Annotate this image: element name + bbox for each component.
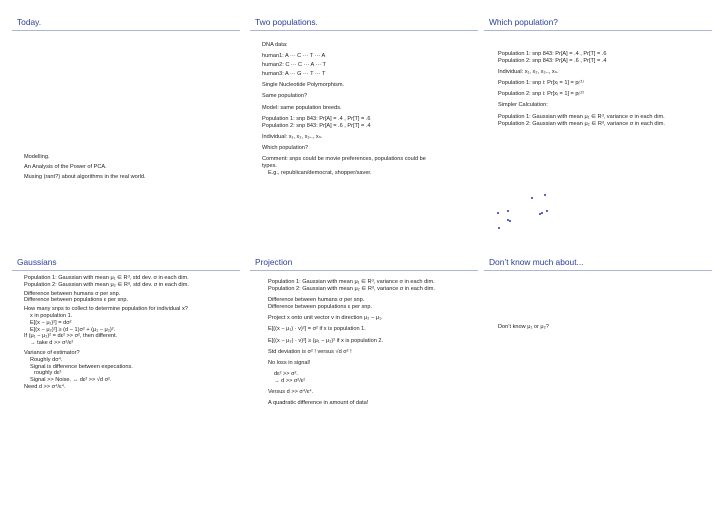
slide-title: Projection	[255, 257, 293, 267]
text-line: An Analysis of the Power of PCA.	[24, 164, 107, 171]
slide-which-population	[484, 14, 712, 250]
text-line: human1: A ··· C ··· T ··· A	[262, 53, 326, 60]
scatter-dot	[546, 210, 548, 212]
text-line: Population 1: Gaussian with mean μ₁ ∈ Rᵈ, variance σ in each dim.	[498, 113, 665, 120]
slide-title: Today.	[17, 17, 42, 27]
text-line: E[(x − μ₂)²] ≥ (d − 1)σ² + (μ₁ − μ₂)².	[30, 326, 116, 333]
slide-body	[24, 154, 236, 181]
text-line: Population 1: snp i: Pr[xᵢ = 1] = pᵢ⁽¹⁾	[498, 80, 584, 87]
text-line: A quadratic difference in amount of data!	[268, 400, 369, 407]
text-line: Single Nucleotide Polymorphism.	[262, 82, 345, 89]
text-line: x in population 1.	[30, 312, 73, 319]
text-line: Comment: snps could be movie preferences, populations could be	[262, 156, 426, 163]
text-line: Don’t know μ₁ or μ₂?	[498, 324, 549, 330]
text-line: human3: A ··· G ··· T ··· T	[262, 71, 326, 78]
slide-title: Which population?	[489, 17, 558, 27]
text-line: Simpler Calculation:	[498, 102, 548, 109]
title-rule	[250, 30, 478, 31]
text-line: Individual: x₁, x₂, x₃.., xₙ.	[498, 69, 559, 76]
text-line: dε² >> σ².	[274, 370, 298, 377]
text-line: types.	[262, 163, 277, 170]
slide-body	[24, 275, 236, 391]
text-line: Variance of estimator?	[24, 349, 80, 356]
text-line: Population 1: snp 843: Pr[A] = .4 , Pr[T] = .6	[498, 51, 607, 57]
scatter-dot	[509, 220, 511, 222]
text-line: Musing (rant?) about algorithms in the real world.	[24, 174, 146, 181]
slide-body	[268, 279, 474, 407]
title-rule	[12, 270, 240, 271]
text-line: E.g., republican/democrat, shopper/saver.	[268, 170, 372, 177]
slide-body	[498, 324, 708, 331]
scatter-dot	[544, 194, 546, 196]
text-line: Difference between populations ε per snp.	[24, 297, 129, 304]
text-line: Population 2: Gaussian with mean μ₂ ∈ Rᵈ, std dev. σ in each dim.	[24, 281, 189, 288]
slide-dont-know	[484, 254, 712, 490]
slide-title: Don’t know much about...	[489, 257, 584, 267]
text-line: Roughly dσ⁴.	[30, 356, 63, 363]
text-line: E[(x − μ₁)²] = dσ²	[30, 319, 72, 326]
text-line: Population 2: Gaussian with mean μ₂ ∈ Rᵈ, variance σ in each dim.	[268, 286, 435, 293]
text-line: Modelling.	[24, 154, 50, 160]
text-line: Versus d >> σ⁴/ε⁴.	[268, 389, 314, 396]
text-line: roughly dε²	[34, 370, 62, 377]
text-line: Difference between humans σ per snp.	[24, 290, 121, 297]
text-line: Population 1: Gaussian with mean μ₁ ∈ Rᵈ, std dev. σ in each dim.	[24, 275, 189, 281]
text-line: If (μ₁ − μ₂)² = dε² >> σ², then different.	[24, 333, 118, 340]
text-line: How many snps to collect to determine population for individual x?	[24, 306, 188, 313]
slide-today	[12, 14, 240, 250]
text-line: Std deviation is σ² ! versus √d σ² !	[268, 348, 352, 355]
scatter-dot	[507, 210, 509, 212]
slide-two-populations	[250, 14, 478, 250]
text-line: E[((x − μ₂) · v)²] ≥ (μ₁ − μ₂)² if x is population 2.	[268, 337, 384, 344]
text-line: DNA data:	[262, 42, 288, 48]
title-rule	[484, 270, 712, 271]
title-rule	[12, 30, 240, 31]
scatter-dot	[497, 212, 499, 214]
text-line: Signal >> Noise. ↔ dε² >> √d σ².	[30, 377, 112, 384]
text-line: Population 1: Gaussian with mean μ₁ ∈ Rᵈ, variance σ in each dim.	[268, 279, 435, 285]
text-line: Population 2: snp 843: Pr[A] = .6 , Pr[T] = .4	[262, 122, 371, 129]
text-line: Population 1: snp 843: Pr[A] = .4 , Pr[T] = .6	[262, 115, 371, 122]
slide-gaussians	[12, 254, 240, 490]
text-line: Project x onto unit vector v in direction μ₂ − μ₁.	[268, 315, 383, 322]
text-line: Population 2: snp i: Pr[xᵢ = 1] = pᵢ⁽²⁾	[498, 91, 584, 98]
scatter-dot	[541, 212, 543, 214]
text-line: Need d >> σ⁴/ε⁴.	[24, 383, 66, 390]
text-line: Same population?	[262, 93, 308, 100]
text-line: No loss in signal!	[268, 359, 311, 366]
scatter-dot	[498, 227, 500, 229]
text-line: → take d >> σ²/ε²	[30, 340, 74, 347]
text-line: Population 2: snp 843: Pr[A] = .6 , Pr[T] = .4	[498, 58, 607, 65]
text-line: Signal is difference between expecations.	[30, 363, 133, 370]
text-line: human2: C ··· C ··· A ··· T	[262, 62, 326, 69]
text-line: → d >> σ²/ε²	[274, 377, 306, 384]
title-rule	[250, 270, 478, 271]
slide-body	[262, 42, 474, 177]
slide-projection	[250, 254, 478, 490]
text-line: Difference between humans σ per snp.	[268, 297, 365, 304]
text-line: Population 2: Gaussian with mean μ₂ ∈ Rᵈ, variance σ in each dim.	[498, 120, 665, 127]
text-line: E[((x − μ₁) · v)²] = σ² if x is population 1.	[268, 326, 366, 333]
text-line: Individual: x₁, x₂, x₃.., xₙ.	[262, 133, 323, 140]
slide-title: Gaussians	[17, 257, 57, 267]
title-rule	[484, 30, 712, 31]
text-line: Model: same population breeds.	[262, 104, 342, 111]
text-line: Which population?	[262, 144, 309, 151]
text-line: Difference between populations ε per snp.	[268, 304, 373, 311]
slide-title: Two populations.	[255, 17, 318, 27]
scatter-dot	[531, 197, 533, 199]
slide-body	[498, 51, 708, 128]
